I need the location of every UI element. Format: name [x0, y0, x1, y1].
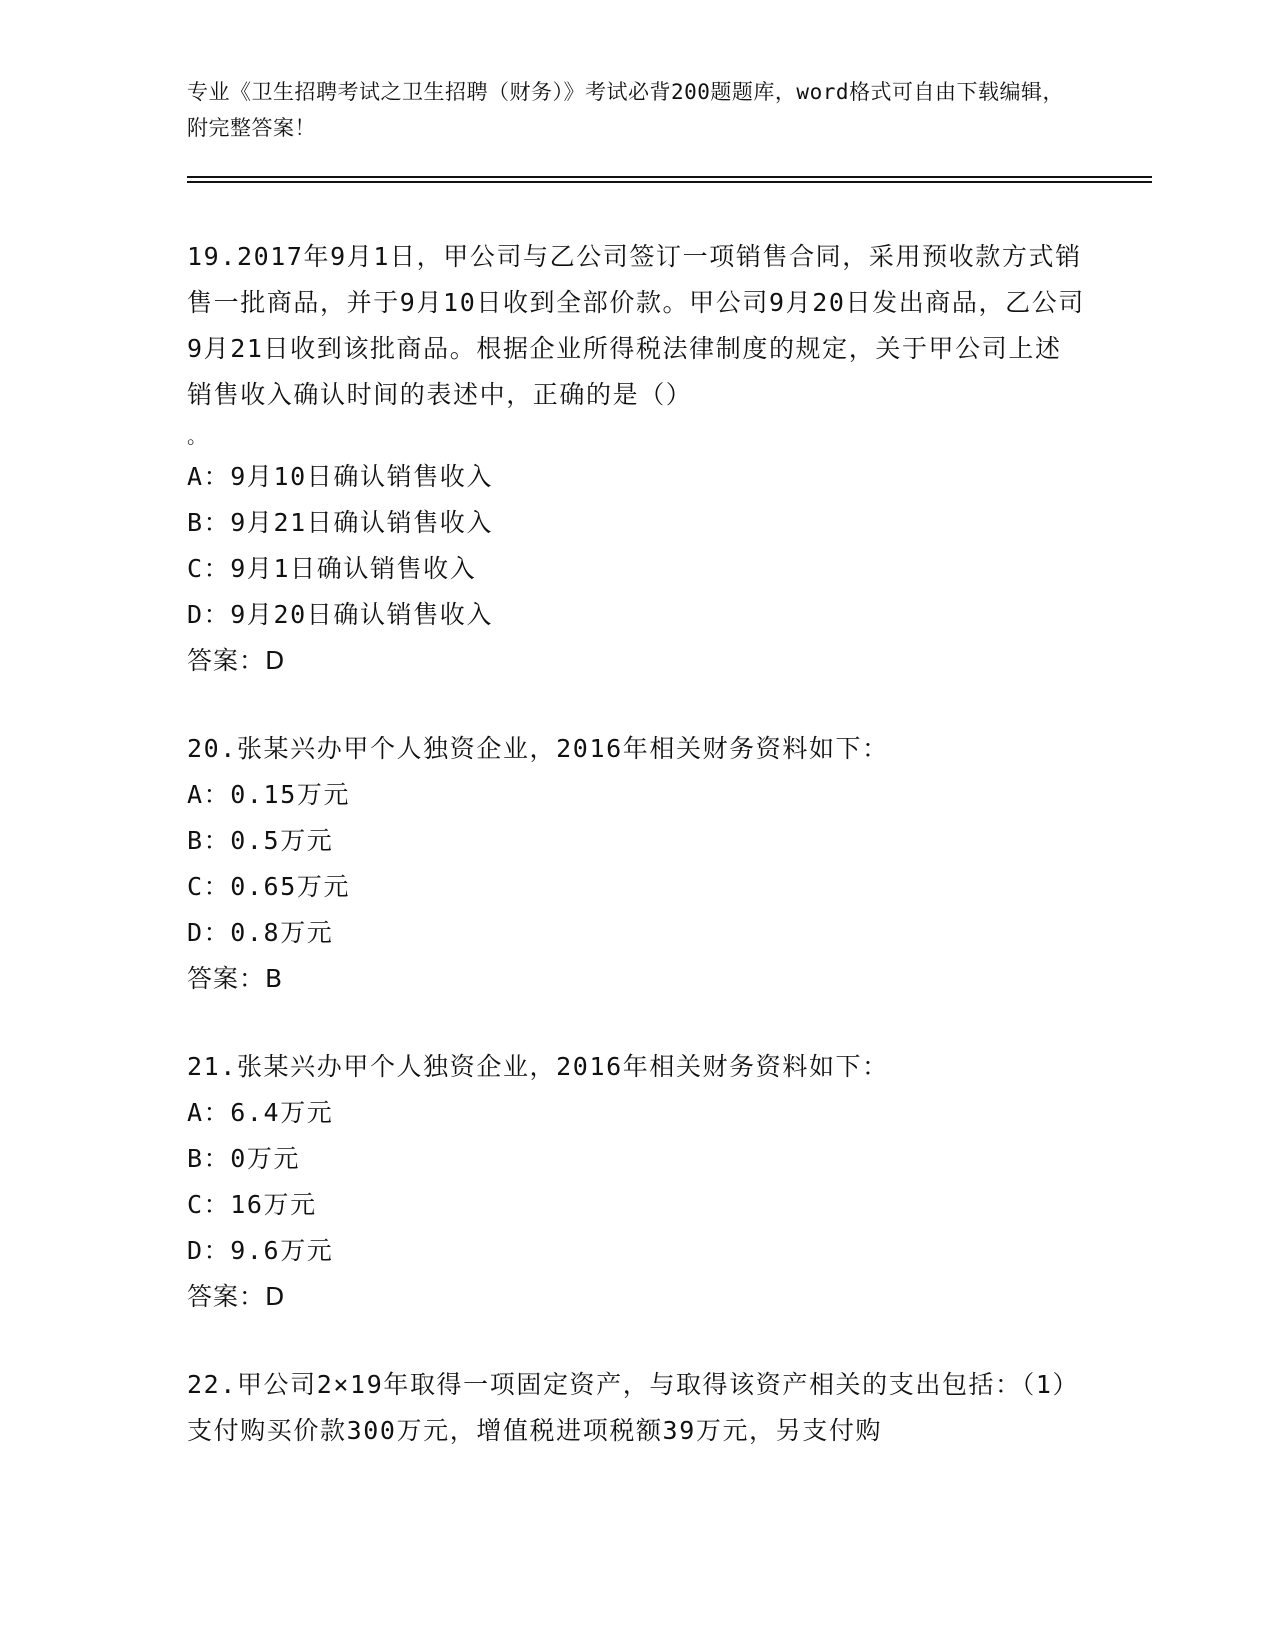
- question-20: [187, 726, 1087, 1002]
- option-c: C：16万元: [187, 1190, 317, 1219]
- option-d: D：9月20日确认销售收入: [187, 600, 494, 629]
- question-stem: 20.张某兴办甲个人独资企业，2016年相关财务资料如下：: [187, 734, 889, 763]
- question-19: [187, 234, 1087, 684]
- question-21: [187, 1044, 1087, 1320]
- option-b: B：9月21日确认销售收入: [187, 508, 494, 537]
- option-a: A：6.4万元: [187, 1098, 334, 1127]
- question-stem: 21.张某兴办甲个人独资企业，2016年相关财务资料如下：: [187, 1052, 889, 1081]
- option-c: C：0.65万元: [187, 872, 351, 901]
- option-a: A：9月10日确认销售收入: [187, 462, 494, 491]
- question-stem: 22.甲公司2×19年取得一项固定资产，与取得该资产相关的支出包括：（1）支付购买价款300万元，增值税进项税额39万元，另支付购: [187, 1370, 1080, 1445]
- option-a: A：0.15万元: [187, 780, 351, 809]
- question-22: [187, 1362, 1087, 1454]
- divider-line-top: [187, 176, 1152, 178]
- header-divider: [187, 176, 1152, 183]
- option-b: B：0万元: [187, 1144, 301, 1173]
- question-stem: 19.2017年9月1日，甲公司与乙公司签订一项销售合同，采用预收款方式销售一批商品，并于9月10日收到全部价款。甲公司9月20日发出商品，乙公司9月21日收到该批商品。根据企业所得税法律制度的规定，关于甲公司上述销售收入确认时间的表述中，正确的是（）: [187, 242, 1085, 409]
- option-b: B：0.5万元: [187, 826, 334, 855]
- option-d: D：0.8万元: [187, 918, 334, 947]
- option-c: C：9月1日确认销售收入: [187, 554, 477, 583]
- question-list: [187, 234, 1087, 1496]
- document-header: 专业《卫生招聘考试之卫生招聘（财务）》考试必背200题题库，word格式可自由下载编辑，附完整答案！: [187, 80, 1064, 140]
- option-d: D：9.6万元: [187, 1236, 334, 1265]
- divider-line-bottom: [187, 181, 1152, 183]
- answer-label: 答案：D: [187, 646, 286, 675]
- answer-label: 答案：B: [187, 964, 284, 993]
- question-stem-tail: 。: [187, 424, 209, 448]
- answer-label: 答案：D: [187, 1282, 286, 1311]
